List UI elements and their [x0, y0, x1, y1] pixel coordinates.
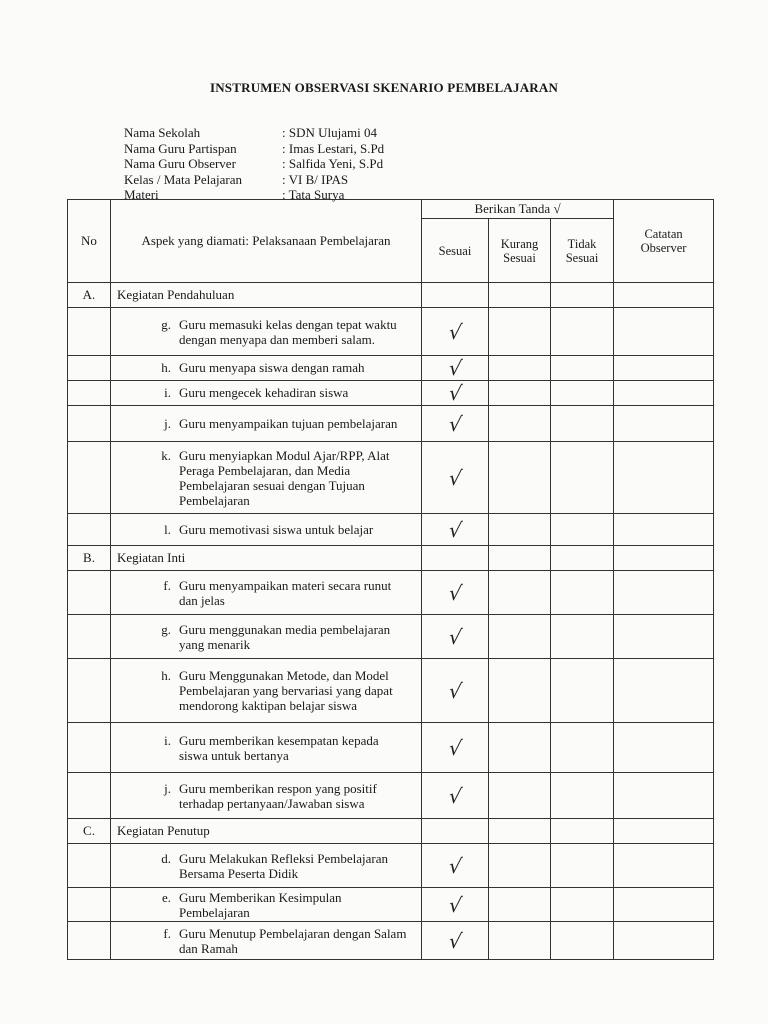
- check-mark-icon: √: [446, 928, 464, 953]
- item-text: [179, 416, 421, 431]
- header-catatan-line: Catatan: [644, 227, 683, 241]
- aspect-cell: [111, 659, 422, 723]
- empty-cell: [614, 283, 714, 308]
- no-cell: [68, 723, 111, 773]
- table-row: [68, 615, 714, 659]
- check-mark-icon: √: [446, 735, 464, 760]
- item-text-line: Bersama Peserta Didik: [179, 865, 299, 881]
- item-letter: j.: [164, 415, 171, 431]
- aspect-item: [111, 890, 421, 920]
- item-text-line: Guru Menutup Pembelajaran dengan Salam: [179, 925, 407, 941]
- kurang-sesuai-cell: [489, 922, 551, 960]
- header-tidak-line: Tidak: [567, 236, 597, 251]
- no-cell: [68, 659, 111, 723]
- meta-value: : Salfida Yeni, S.Pd: [282, 156, 384, 171]
- item-letter: h.: [161, 668, 171, 683]
- sesuai-check-cell: [422, 615, 489, 659]
- catatan-cell: [614, 922, 714, 960]
- aspect-cell: [111, 723, 422, 773]
- catatan-cell: [614, 615, 714, 659]
- tidak-sesuai-cell: [551, 615, 614, 659]
- header-kurang-line: Kurang: [500, 236, 539, 251]
- no-cell: [68, 922, 111, 960]
- section-letter: B.: [68, 546, 111, 571]
- meta-label: Nama Guru Observer: [124, 156, 236, 171]
- item-text: [179, 622, 421, 652]
- table-row: [68, 406, 714, 442]
- header-no: No: [68, 200, 111, 283]
- aspect-cell: [111, 615, 422, 659]
- aspect-cell: [111, 773, 422, 819]
- item-text-line: mendorong kaktipan belajar siswa: [179, 698, 357, 713]
- item-text-line: Guru menyampaikan tujuan pembelajaran: [179, 415, 398, 431]
- check-mark-icon: √: [446, 411, 464, 436]
- item-text-line: Guru menyapa siswa dengan ramah: [179, 360, 365, 375]
- catatan-cell: [614, 406, 714, 442]
- item-letter: k.: [161, 447, 171, 463]
- document-title: INSTRUMEN OBSERVASI SKENARIO PEMBELAJARAN: [209, 80, 559, 95]
- item-text-line: Guru memberikan respon yang positif: [179, 780, 377, 796]
- sesuai-check-cell: [422, 773, 489, 819]
- aspect-item: [111, 578, 421, 608]
- item-letter: f.: [163, 925, 171, 941]
- check-mark-icon: √: [446, 892, 464, 917]
- no-cell: [68, 571, 111, 615]
- meta-value: : VI B/ IPAS: [282, 171, 349, 187]
- item-text-line: Pembelajaran sesuai dengan Tujuan: [179, 477, 365, 493]
- check-mark-icon: √: [446, 465, 464, 490]
- catatan-cell: [614, 442, 714, 514]
- aspect-item: [111, 926, 421, 956]
- table-row: [68, 922, 714, 960]
- catatan-cell: [614, 844, 714, 888]
- item-text-line: Pembelajaran: [179, 492, 250, 508]
- observation-table-body: [68, 283, 714, 960]
- tidak-sesuai-cell: [551, 381, 614, 406]
- section-title: Kegiatan Inti: [111, 546, 422, 571]
- catatan-cell: [614, 659, 714, 723]
- tidak-sesuai-cell: [551, 922, 614, 960]
- kurang-sesuai-cell: [489, 442, 551, 514]
- aspect-item: [111, 317, 421, 347]
- item-text-line: Guru menggunakan media pembelajaran: [179, 621, 391, 637]
- sesuai-check-cell: [422, 442, 489, 514]
- item-text-line: Guru menyiapkan Modul Ajar/RPP, Alat: [179, 447, 390, 463]
- sesuai-check-cell: [422, 844, 489, 888]
- item-text-line: Guru mengecek kehadiran siswa: [179, 385, 349, 400]
- empty-cell: [422, 283, 489, 308]
- item-text-line: Guru Menggunakan Metode, dan Model: [179, 668, 389, 683]
- tidak-sesuai-cell: [551, 844, 614, 888]
- kurang-sesuai-cell: [489, 773, 551, 819]
- header-berikan-tanda: Berikan Tanda √: [422, 200, 614, 219]
- aspect-cell: [111, 381, 422, 406]
- table-row: [68, 356, 714, 381]
- table-row: [68, 723, 714, 773]
- header-kurang-sesuai: [489, 219, 551, 283]
- item-text: [179, 385, 421, 400]
- section-letter: A.: [68, 283, 111, 308]
- table-row: [68, 571, 714, 615]
- empty-cell: [551, 283, 614, 308]
- item-letter: i.: [164, 732, 171, 748]
- tidak-sesuai-cell: [551, 356, 614, 381]
- check-mark-icon: √: [446, 678, 464, 703]
- meta-value: : Tata Surya: [282, 187, 345, 202]
- item-letter: l.: [164, 521, 171, 537]
- check-mark-icon: √: [446, 356, 464, 380]
- kurang-sesuai-cell: [489, 406, 551, 442]
- aspect-cell: [111, 922, 422, 960]
- item-text-line: Peraga Pembelajaran, dan Media: [179, 462, 351, 478]
- empty-cell: [551, 546, 614, 571]
- no-cell: [68, 381, 111, 406]
- sesuai-check-cell: [422, 888, 489, 922]
- no-cell: [68, 308, 111, 356]
- item-text: [179, 448, 421, 508]
- check-mark-icon: √: [446, 381, 464, 405]
- check-mark-icon: √: [446, 517, 464, 542]
- observation-table: [67, 199, 714, 960]
- section-title: Kegiatan Penutup: [111, 819, 422, 844]
- aspect-item: [111, 781, 421, 811]
- item-letter: j.: [164, 780, 171, 796]
- item-text-line: Guru memberikan kesempatan kepada: [179, 732, 379, 748]
- kurang-sesuai-cell: [489, 659, 551, 723]
- sesuai-check-cell: [422, 723, 489, 773]
- meta-label: Materi: [124, 187, 159, 202]
- sesuai-check-cell: [422, 514, 489, 546]
- item-text-line: Guru Melakukan Refleksi Pembelajaran: [179, 850, 389, 866]
- no-cell: [68, 442, 111, 514]
- check-mark-icon: √: [446, 624, 464, 649]
- item-text-line: Pembelajaran yang bervariasi yang dapat: [179, 683, 393, 698]
- aspect-item: [111, 622, 421, 652]
- aspect-cell: [111, 514, 422, 546]
- header-sesuai: Sesuai: [422, 219, 489, 283]
- kurang-sesuai-cell: [489, 888, 551, 922]
- item-text-line: Guru menyampaikan materi secara runut: [179, 577, 392, 593]
- catatan-cell: [614, 723, 714, 773]
- empty-cell: [614, 546, 714, 571]
- tidak-sesuai-cell: [551, 773, 614, 819]
- check-mark-icon: √: [446, 783, 464, 808]
- tidak-sesuai-cell: [551, 571, 614, 615]
- header-observer-line: Observer: [640, 241, 687, 255]
- meta-row-class: [124, 172, 384, 188]
- item-letter: f.: [163, 577, 171, 593]
- check-mark-icon: √: [446, 580, 464, 605]
- tidak-sesuai-cell: [551, 442, 614, 514]
- kurang-sesuai-cell: [489, 514, 551, 546]
- item-text-line: Pembelajaran: [179, 904, 250, 920]
- no-cell: [68, 615, 111, 659]
- empty-cell: [614, 819, 714, 844]
- empty-cell: [489, 819, 551, 844]
- aspect-item: [111, 522, 421, 538]
- check-mark-icon: √: [446, 853, 464, 878]
- catatan-cell: [614, 514, 714, 546]
- meta-row-participant: [124, 141, 384, 157]
- item-text: [179, 926, 421, 956]
- sesuai-check-cell: [422, 381, 489, 406]
- sesuai-check-cell: [422, 406, 489, 442]
- aspect-cell: [111, 888, 422, 922]
- table-row: [68, 442, 714, 514]
- aspect-item: [111, 851, 421, 881]
- no-cell: [68, 356, 111, 381]
- table-row: [68, 773, 714, 819]
- tidak-sesuai-cell: [551, 406, 614, 442]
- kurang-sesuai-cell: [489, 723, 551, 773]
- catatan-cell: [614, 773, 714, 819]
- catatan-cell: [614, 381, 714, 406]
- item-text-line: dengan menyapa dan memberi salam.: [179, 331, 376, 347]
- meta-label: Kelas / Mata Pelajaran: [124, 171, 243, 187]
- sesuai-check-cell: [422, 571, 489, 615]
- item-letter: h.: [161, 360, 171, 375]
- sesuai-check-cell: [422, 308, 489, 356]
- item-text-line: dan Ramah: [179, 940, 238, 956]
- kurang-sesuai-cell: [489, 844, 551, 888]
- tidak-sesuai-cell: [551, 514, 614, 546]
- item-text-line: dan jelas: [179, 592, 225, 608]
- item-letter: g.: [161, 316, 171, 332]
- item-text: [179, 360, 421, 375]
- aspect-cell: [111, 442, 422, 514]
- sesuai-check-cell: [422, 922, 489, 960]
- table-row: [68, 308, 714, 356]
- kurang-sesuai-cell: [489, 615, 551, 659]
- aspect-cell: [111, 844, 422, 888]
- kurang-sesuai-cell: [489, 381, 551, 406]
- meta-value: : Imas Lestari, S.Pd: [282, 140, 385, 156]
- no-cell: [68, 888, 111, 922]
- table-row: [68, 514, 714, 546]
- meta-row-school: [124, 125, 384, 141]
- section-row: [68, 819, 714, 844]
- section-title: Kegiatan Pendahuluan: [111, 283, 422, 308]
- tidak-sesuai-cell: [551, 659, 614, 723]
- empty-cell: [489, 546, 551, 571]
- catatan-cell: [614, 356, 714, 381]
- catatan-cell: [614, 308, 714, 356]
- aspect-cell: [111, 356, 422, 381]
- aspect-item: [111, 668, 421, 713]
- catatan-cell: [614, 888, 714, 922]
- table-row: [68, 659, 714, 723]
- item-text-line: Guru Memberikan Kesimpulan: [179, 889, 342, 905]
- meta-label: Nama Guru Partispan: [124, 140, 237, 156]
- item-text-line: Guru memasuki kelas dengan tepat waktu: [179, 316, 397, 332]
- item-text: [179, 890, 421, 920]
- item-text-line: terhadap pertanyaan/Jawaban siswa: [179, 795, 365, 811]
- tidak-sesuai-cell: [551, 723, 614, 773]
- section-letter: C.: [68, 819, 111, 844]
- header-kurang-sesuai-line: Sesuai: [503, 250, 536, 265]
- item-text: [179, 522, 421, 537]
- item-text-line: yang menarik: [179, 636, 251, 652]
- item-text: [179, 733, 421, 763]
- header-catatan-observer: [614, 200, 714, 283]
- no-cell: [68, 406, 111, 442]
- check-mark-icon: √: [446, 319, 464, 344]
- item-text: [179, 668, 421, 713]
- empty-cell: [489, 283, 551, 308]
- item-text-line: Guru memotivasi siswa untuk belajar: [179, 521, 374, 537]
- empty-cell: [422, 819, 489, 844]
- tidak-sesuai-cell: [551, 308, 614, 356]
- meta-block: [124, 125, 384, 203]
- aspect-item: [111, 733, 421, 763]
- aspect-item: [111, 385, 421, 401]
- empty-cell: [551, 819, 614, 844]
- aspect-item: [111, 416, 421, 432]
- item-text: [179, 578, 421, 608]
- table-row: [68, 888, 714, 922]
- item-text: [179, 317, 421, 347]
- catatan-cell: [614, 571, 714, 615]
- meta-label: Nama Sekolah: [124, 125, 201, 140]
- kurang-sesuai-cell: [489, 356, 551, 381]
- aspect-cell: [111, 406, 422, 442]
- header-tidak-sesuai: [551, 219, 614, 283]
- no-cell: [68, 773, 111, 819]
- aspect-cell: [111, 308, 422, 356]
- item-letter: i.: [164, 385, 171, 400]
- sesuai-check-cell: [422, 356, 489, 381]
- item-text: [179, 851, 421, 881]
- item-text-line: siswa untuk bertanya: [179, 747, 289, 763]
- kurang-sesuai-cell: [489, 571, 551, 615]
- section-row: [68, 283, 714, 308]
- sesuai-check-cell: [422, 659, 489, 723]
- empty-cell: [422, 546, 489, 571]
- no-cell: [68, 514, 111, 546]
- aspect-item: [111, 360, 421, 376]
- section-row: [68, 546, 714, 571]
- table-row: [68, 381, 714, 406]
- item-letter: d.: [161, 850, 171, 866]
- kurang-sesuai-cell: [489, 308, 551, 356]
- tidak-sesuai-cell: [551, 888, 614, 922]
- table-row: [68, 844, 714, 888]
- item-letter: e.: [161, 889, 171, 905]
- header-aspect: Aspek yang diamati: Pelaksanaan Pembelajaran: [111, 200, 422, 283]
- aspect-cell: [111, 571, 422, 615]
- no-cell: [68, 844, 111, 888]
- aspect-item: [111, 448, 421, 508]
- header-tidak-sesuai-line: Sesuai: [565, 250, 599, 265]
- meta-value: : SDN Ulujami 04: [282, 125, 377, 140]
- item-text: [179, 781, 421, 811]
- item-letter: g.: [161, 621, 171, 637]
- meta-row-observer: [124, 156, 384, 172]
